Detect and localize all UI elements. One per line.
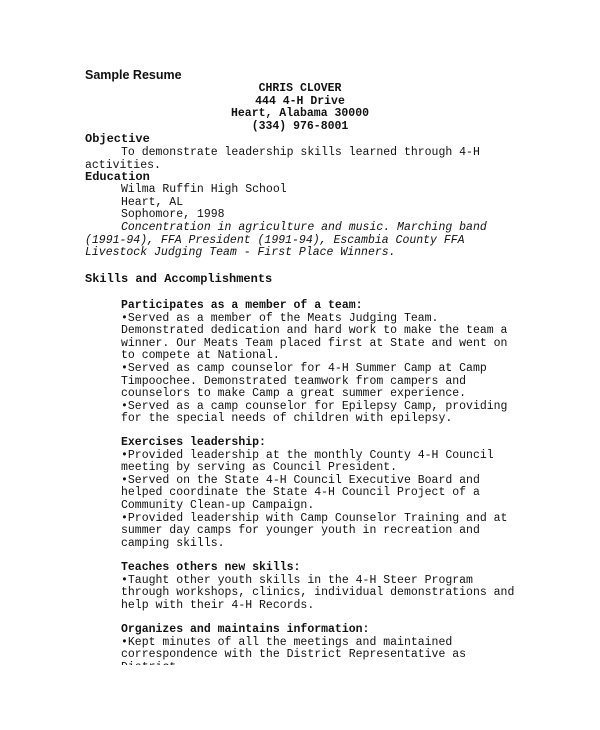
skill-bullet: •Kept minutes of all the meetings and maintained correspondence with the District Representative as [121,635,467,662]
school-name: Wilma Ruffin High School [121,183,287,196]
applicant-name: CHRIS CLOVER [258,82,342,95]
skill-group-title: Teaches others new skills: [121,561,301,574]
contact-header [150,83,450,133]
skills-heading: Skills and Accomplishments [85,272,273,286]
document-title: Sample Resume [85,68,182,82]
skill-bullet: •Taught other youth skills in the 4-H Steer Program through workshops, clinics, individual demonstrations and help with their 4-H Records. [121,573,515,612]
education-details: Concentration in agriculture and music. Marching band (1991-94), FFA President (1991-94), Escambia County FFA Livestock Judging Team - First Place Winners. [85,221,487,260]
skill-group-teaching [121,562,516,612]
objective-heading: Objective [85,132,150,146]
skill-group-leadership [121,437,516,550]
address-line-2: Heart, Alabama 30000 [230,107,370,121]
skill-bullet: •Served as a member of the Meats Judging Team. Demonstrated dedication and hard work to make the team a winner. Our Meats Team placed first at State and went on to compete at National. [121,311,508,363]
skill-group-team [121,300,516,426]
skill-group-title: Participates as a member of a team: [121,299,363,312]
phone-number: (334) 976-8001 [251,119,349,133]
address-line-1: 444 4-H Drive [255,94,345,108]
skill-bullet: •Served as camp counselor for 4-H Summer Camp at Camp Timpoochee. Demonstrated teamwork from campers and counselors to make Camp a great summer experience. [121,361,487,401]
skill-bullet: •Provided leadership with Camp Counselor Training and at summer day camps for younger youth in recreation and camping skills. [121,511,508,550]
skill-bullet: •Served on the State 4-H Council Executive Board and helped coordinate the State 4-H Council Project of a Community Clean-up Campaign. [121,473,480,512]
skill-group-title: Exercises leadership: [121,436,266,449]
education-heading: Education [85,170,150,184]
skill-bullet: •Served as a camp counselor for Epilepsy Camp, providing for the special needs of children with epilepsy. [121,399,508,426]
skill-bullet: •Provided leadership at the monthly County 4-H Council meeting by serving as Council President. [121,448,494,475]
page-cutoff [0,665,600,730]
school-year: Sophomore, 1998 [121,208,225,222]
skill-group-title: Organizes and maintains information: [121,623,370,636]
school-location: Heart, AL [121,195,184,209]
objective-text: To demonstrate leadership skills learned through 4-H activities. [85,146,480,172]
education-info [121,184,521,222]
